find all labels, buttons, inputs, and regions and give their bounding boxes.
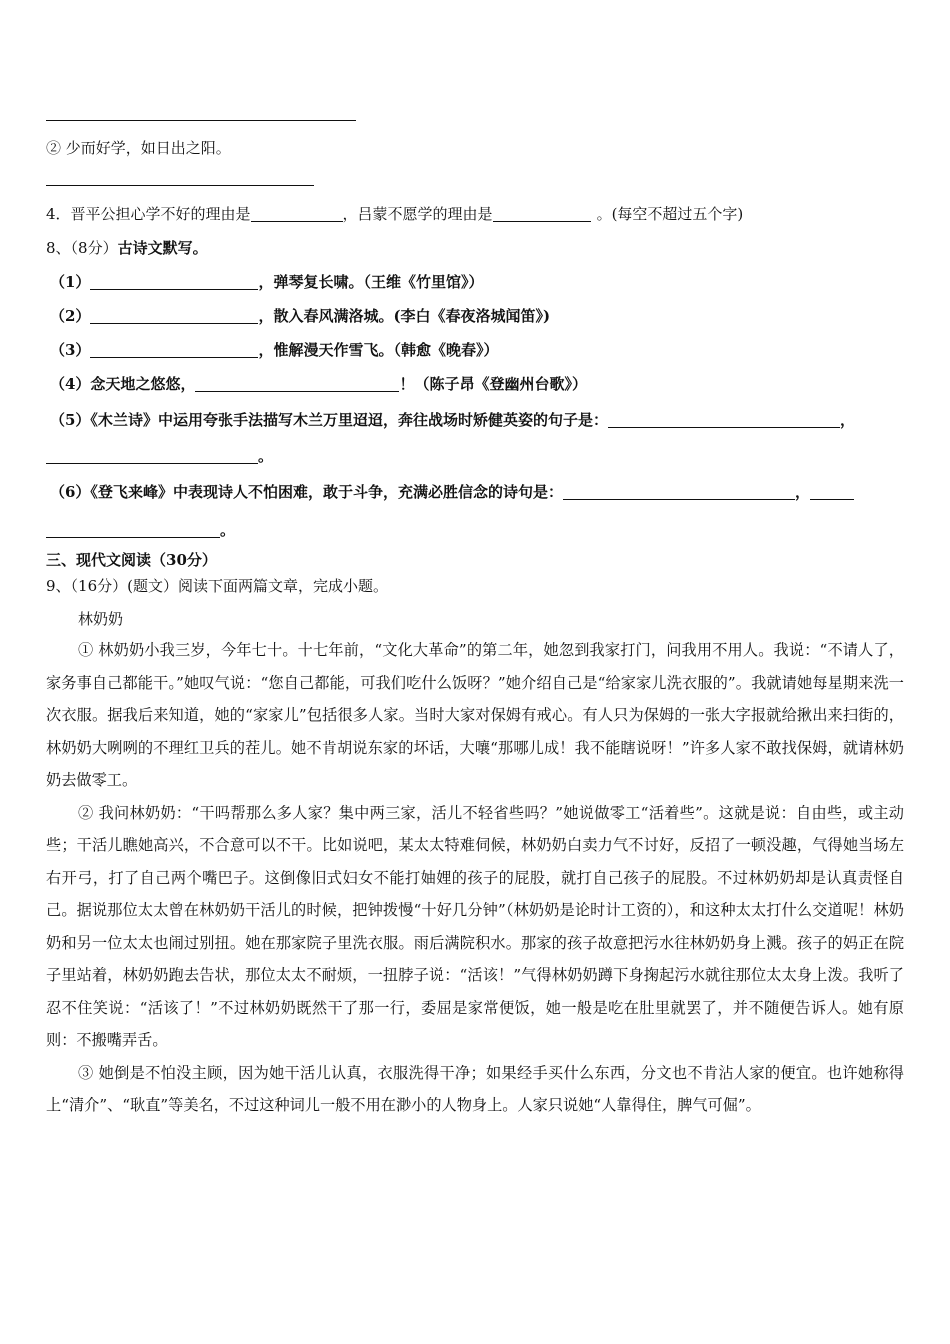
article-title: 林奶奶 [78, 610, 124, 628]
answer-blank [46, 448, 258, 464]
answer-blank [90, 274, 258, 290]
q8-header [46, 238, 208, 258]
q8-line-3 [50, 340, 498, 360]
answer-line [46, 185, 314, 186]
answer-blank [90, 308, 258, 324]
item-4-mid: ，吕蒙不愿学的理由是 [342, 205, 493, 223]
q8-line-2-text: ，散入春风满洛城。(李白《春夜洛城闻笛》) [258, 307, 551, 325]
q8-line-4-text: （4）念天地之悠悠， [50, 375, 196, 393]
q8-number: 8、（8分） [46, 239, 118, 257]
answer-blank [251, 206, 343, 222]
q8-line-6 [50, 482, 854, 502]
article-body [46, 634, 904, 1122]
q8-line-6-cont [46, 520, 235, 540]
item-2-text: ② 少而好学，如日出之阳。 [46, 139, 231, 157]
q8-title: 古诗文默写。 [117, 239, 208, 257]
article-paragraph-3: ③ 她倒是不怕没主顾，因为她干活儿认真，衣服洗得干净；如果经手买什么东西，分文也不肯沾人家的便宜。也许她称得上“清介”、“耿直”等美名，不过这种词儿一般不用在渺小的人物身上。人家只说她“人靠得住，脾气可倔”。 [46, 1063, 904, 1114]
q8-line-3-num: （3） [50, 341, 91, 359]
answer-blank [195, 376, 399, 392]
q8-line-6-text: （6）《登飞来峰》中表现诗人不怕困难，敢于斗争，充满必胜信念的诗句是： [50, 483, 563, 501]
q8-line-6-end: 。 [220, 521, 236, 539]
q8-line-4-source: ！（陈子昂《登幽州台歌》） [399, 375, 587, 393]
q8-line-3-text: ，惟解漫天作雪飞。（韩愈《晚春》） [258, 341, 499, 359]
q8-line-1-text: ，弹琴复长啸。（王维《竹里馆》） [258, 273, 484, 291]
q8-line-6-comma: ， [794, 483, 810, 501]
q8-line-4 [50, 374, 587, 394]
q8-line-2-num: （2） [50, 307, 91, 325]
answer-line [46, 120, 356, 121]
section-3-title: 三、现代文阅读（30分） [46, 551, 217, 569]
answer-blank [563, 484, 795, 500]
answer-blank [46, 522, 220, 538]
q8-line-5-end: 。 [258, 447, 274, 465]
item-4-line [46, 204, 743, 224]
q8-line-1-num: （1） [50, 273, 91, 291]
item-4-prompt: 4．晋平公担心学不好的理由是 [46, 205, 251, 223]
q8-line-2 [50, 306, 550, 326]
article-paragraph-2: ② 我问林奶奶：“干吗帮那么多人家？集中两三家，活儿不轻省些吗？”她说做零工“活着些”。这就是说：自由些，或主动些；干活儿瞧她高兴，不合意可以不干。比如说吧，某太太特难伺候，林奶奶白卖力气不讨好，反招了一顿没趣，气得她当场左右开弓，打了自己两个嘴巴子。这倒像旧式妇女不能打妯娌的孩子的屁股，就打自己孩子的屁股。不过林奶奶却是认真责怪自己。据说那位太太曾在林奶奶干活儿的时候，把钟拨慢“十好几分钟”（林奶奶是论时计工资的），和这种太太打什么交道呢！林奶奶和另一位太太也闹过别扭。她在那家院子里洗衣服。雨后满院积水。那家的孩子故意把污水往林奶奶身上溅。孩子的妈正在院子里站着，林奶奶跑去告状，那位太太不耐烦，一扭脖子说：“活该！”气得林奶奶蹲下身掬起污水就往那位太太身上泼。我听了忍不住笑说：“活该了！”不过林奶奶既然干了那一行，委屈是家常便饭，她一般是吃在肚里就罢了，并不随便告诉人。她有原则：不搬嘴弄舌。 [46, 803, 904, 1049]
answer-blank [810, 484, 854, 500]
article-paragraph-1: ① 林奶奶小我三岁，今年七十。十七年前，“文化大革命”的第二年，她忽到我家打门，问我用不用人。我说：“不请人了，家务事自己都能干。”她叹气说：“您自己都能，可我们吃什么饭呀？”她介绍自己是“给家家儿洗衣服的”。我就请她每星期来洗一次衣服。据我后来知道，她的“家家儿”包括很多人家。当时大家对保姆有戒心。有人只为保姆的一张大字报就给揪出来扫街的，林奶奶大咧咧的不理红卫兵的茬儿。她不肯胡说东家的坏话，大嚷“那哪儿成！我不能瞎说呀！”许多人家不敢找保姆，就请林奶奶去做零工。 [46, 641, 904, 789]
answer-blank [493, 206, 591, 222]
q8-line-5-text: （5）《木兰诗》中运用夸张手法描写木兰万里迢迢，奔往战场时矫健英姿的句子是： [50, 411, 608, 429]
q8-line-5 [50, 410, 855, 430]
q8-line-5-comma: ， [839, 411, 855, 429]
answer-blank [90, 342, 258, 358]
q8-line-1 [50, 272, 483, 292]
answer-blank [608, 412, 840, 428]
item-4-note: 。(每空不超过五个字) [596, 205, 744, 223]
q8-line-5-cont [46, 446, 273, 466]
q9-header: 9、（16分）(题文）阅读下面两篇文章，完成小题。 [46, 577, 388, 595]
